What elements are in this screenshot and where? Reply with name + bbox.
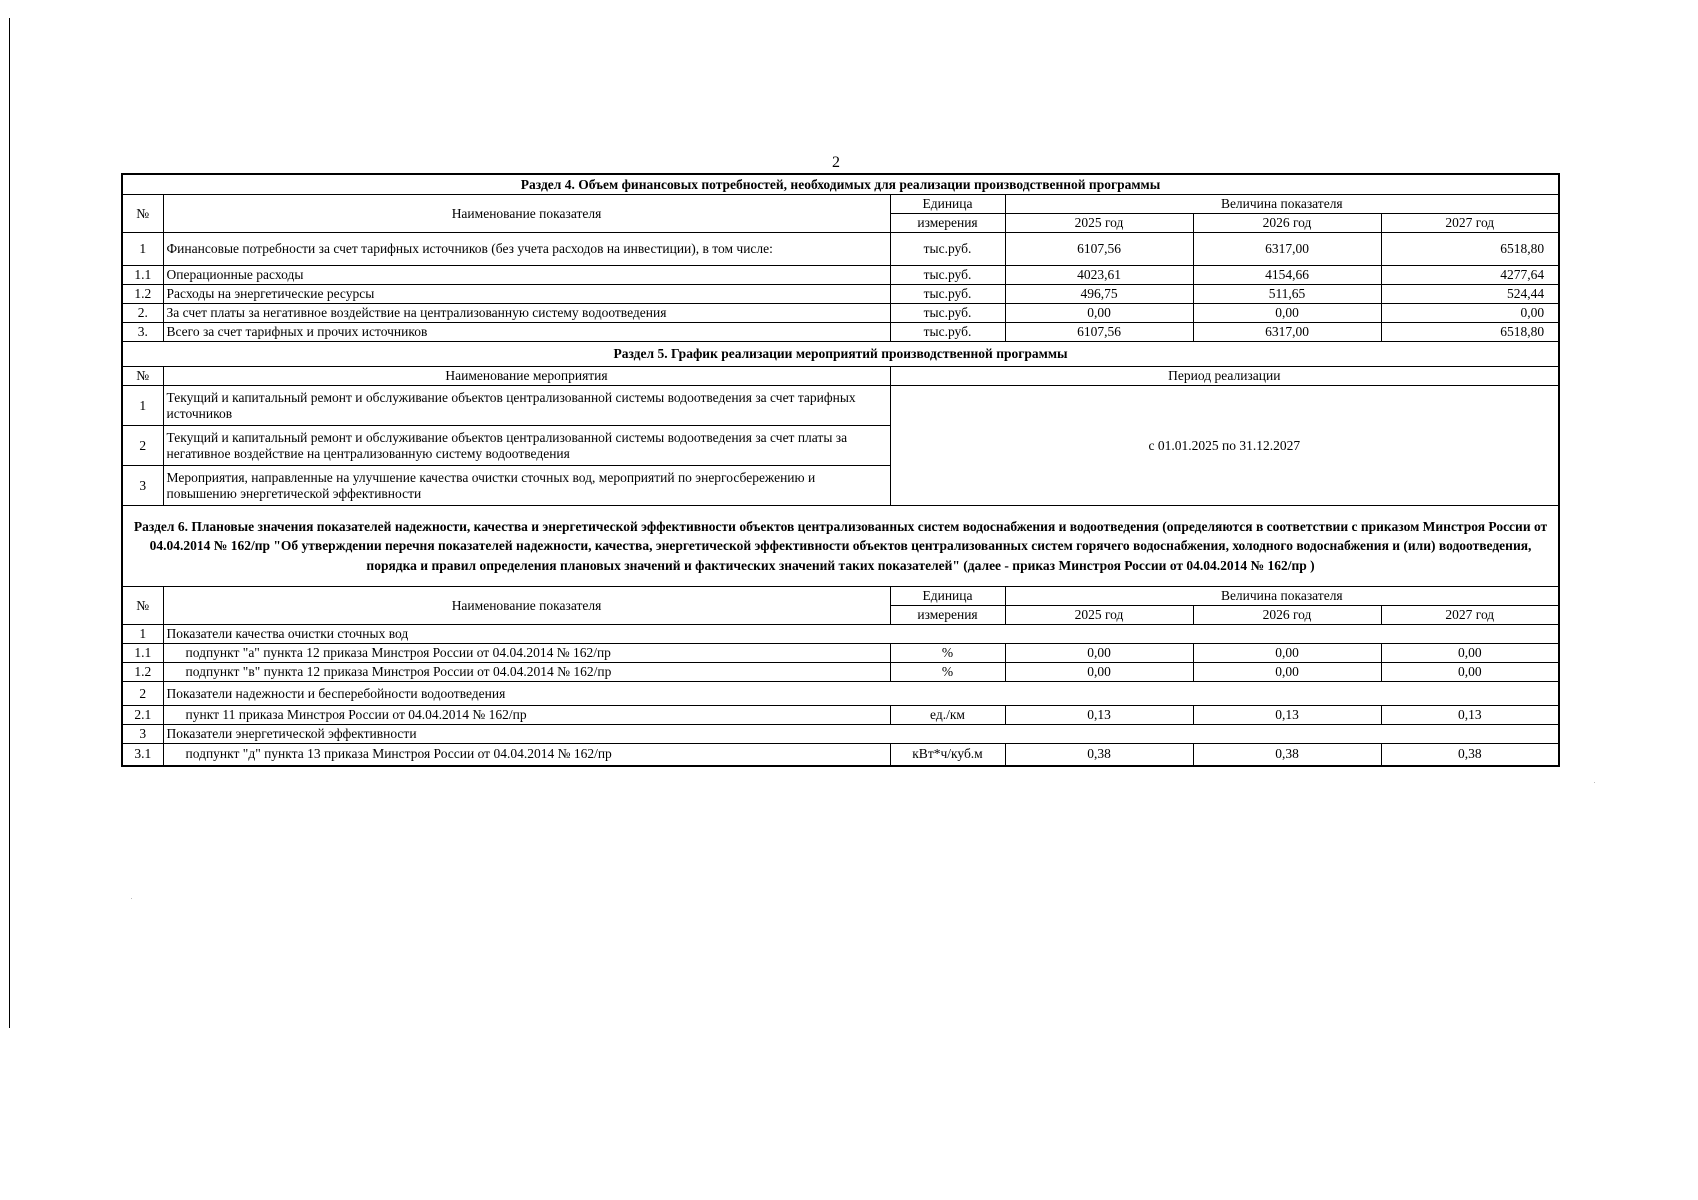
col-header-year-2025: 2025 год <box>1005 214 1193 233</box>
row-value-2026: 0,00 <box>1193 644 1381 663</box>
col-header-year-2025: 2025 год <box>1005 606 1193 625</box>
production-program-table <box>121 173 1560 767</box>
group-num: 3 <box>122 725 163 744</box>
row-name: За счет платы за негативное воздействие на централизованную систему водоотведения <box>163 304 890 323</box>
col-header-unit-line2: измерения <box>890 214 1005 233</box>
row-value-2026: 6317,00 <box>1193 323 1381 342</box>
row-value-2027: 0,00 <box>1381 304 1559 323</box>
row-unit: кВт*ч/куб.м <box>890 744 1005 766</box>
row-value-2027: 0,38 <box>1381 744 1559 766</box>
table-row <box>122 663 1559 682</box>
row-value-2026: 0,00 <box>1193 304 1381 323</box>
col-header-year-2027: 2027 год <box>1381 606 1559 625</box>
row-num: 1.2 <box>122 663 163 682</box>
group-row <box>122 625 1559 644</box>
row-name: Всего за счет тарифных и прочих источников <box>163 323 890 342</box>
table-row <box>122 323 1559 342</box>
col-header-unit-line2: измерения <box>890 606 1005 625</box>
section5-title-row <box>122 342 1559 367</box>
scan-speck <box>1594 782 1595 783</box>
row-num: 3. <box>122 323 163 342</box>
row-value-2027: 0,00 <box>1381 644 1559 663</box>
col-header-period: Период реализации <box>890 367 1559 386</box>
group-row <box>122 682 1559 706</box>
row-value-2025: 0,13 <box>1005 706 1193 725</box>
table-row <box>122 304 1559 323</box>
row-value-2026: 0,00 <box>1193 663 1381 682</box>
period-value: с 01.01.2025 по 31.12.2027 <box>890 386 1559 506</box>
section6-title: Раздел 6. Плановые значения показателей надежности, качества и энергетической эффективности объектов централизованных систем водоснабжения и водоотведения (определяются в соответствии с приказом Минстроя России от 04.04.2014 № 162/пр "Об утверждении перечня показателей надежности, качества, энергетической эффективности объектов централизованных систем горячего водоснабжения, холодного водоснабжения и (или) водоотведения, порядка и правил определения плановых значений и фактических значений таких показателей" (далее - приказ Минстроя России от 04.04.2014 № 162/пр ) <box>122 506 1559 587</box>
row-name: Операционные расходы <box>163 266 890 285</box>
section6-title-row <box>122 506 1559 587</box>
section4-title: Раздел 4. Объем финансовых потребностей, необходимых для реализации производственной программы <box>122 174 1559 195</box>
row-unit: % <box>890 663 1005 682</box>
section4-header-row <box>122 195 1559 214</box>
col-header-unit-line1: Единица <box>890 195 1005 214</box>
row-unit: тыс.руб. <box>890 323 1005 342</box>
group-name: Показатели надежности и бесперебойности водоотведения <box>163 682 1559 706</box>
row-value-2025: 0,00 <box>1005 663 1193 682</box>
row-activity: Мероприятия, направленные на улучшение качества очистки сточных вод, мероприятий по энергосбережению и повышению энергетической эффективности <box>163 466 890 506</box>
row-value-2026: 511,65 <box>1193 285 1381 304</box>
row-value-2025: 0,00 <box>1005 644 1193 663</box>
row-num: 1.2 <box>122 285 163 304</box>
row-num: 2 <box>122 426 163 466</box>
table-row <box>122 266 1559 285</box>
row-value-2025: 496,75 <box>1005 285 1193 304</box>
row-name: Расходы на энергетические ресурсы <box>163 285 890 304</box>
row-num: 3.1 <box>122 744 163 766</box>
row-name: подпункт "а" пункта 12 приказа Минстроя России от 04.04.2014 № 162/пр <box>163 644 890 663</box>
row-value-2025: 6107,56 <box>1005 233 1193 266</box>
row-value-2025: 4023,61 <box>1005 266 1193 285</box>
section5-header-row <box>122 367 1559 386</box>
row-name: подпункт "в" пункта 12 приказа Минстроя России от 04.04.2014 № 162/пр <box>163 663 890 682</box>
row-value-2027: 6518,80 <box>1381 323 1559 342</box>
section4-title-row <box>122 174 1559 195</box>
group-name: Показатели качества очистки сточных вод <box>163 625 1559 644</box>
group-row <box>122 725 1559 744</box>
row-unit: ед./км <box>890 706 1005 725</box>
row-value-2026: 0,13 <box>1193 706 1381 725</box>
row-unit: тыс.руб. <box>890 285 1005 304</box>
row-value-2025: 0,00 <box>1005 304 1193 323</box>
col-header-name: Наименование показателя <box>163 587 890 625</box>
row-value-2027: 0,00 <box>1381 663 1559 682</box>
row-value-2027: 4277,64 <box>1381 266 1559 285</box>
page-number: 2 <box>832 154 840 171</box>
group-num: 2 <box>122 682 163 706</box>
table-row <box>122 233 1559 266</box>
table-row <box>122 744 1559 766</box>
row-num: 2.1 <box>122 706 163 725</box>
row-value-2027: 6518,80 <box>1381 233 1559 266</box>
col-header-num: № <box>122 587 163 625</box>
col-header-year-2026: 2026 год <box>1193 606 1381 625</box>
row-unit: тыс.руб. <box>890 233 1005 266</box>
scan-margin-line <box>9 18 10 1028</box>
col-header-year-2027: 2027 год <box>1381 214 1559 233</box>
table-row <box>122 644 1559 663</box>
col-header-unit-line1: Единица <box>890 587 1005 606</box>
row-num: 1 <box>122 233 163 266</box>
row-value-2027: 0,13 <box>1381 706 1559 725</box>
table-row <box>122 285 1559 304</box>
col-header-value: Величина показателя <box>1005 587 1559 606</box>
scan-speck <box>131 898 132 899</box>
col-header-year-2026: 2026 год <box>1193 214 1381 233</box>
group-name: Показатели энергетической эффективности <box>163 725 1559 744</box>
row-unit: тыс.руб. <box>890 266 1005 285</box>
row-name: Финансовые потребности за счет тарифных источников (без учета расходов на инвестиции), в том числе: <box>163 233 890 266</box>
col-header-name: Наименование показателя <box>163 195 890 233</box>
table-row <box>122 706 1559 725</box>
section6-header-row <box>122 587 1559 606</box>
col-header-num: № <box>122 195 163 233</box>
row-num: 1 <box>122 386 163 426</box>
row-num: 2. <box>122 304 163 323</box>
row-num: 1.1 <box>122 644 163 663</box>
row-value-2026: 4154,66 <box>1193 266 1381 285</box>
group-num: 1 <box>122 625 163 644</box>
col-header-num: № <box>122 367 163 386</box>
row-name: подпункт "д" пункта 13 приказа Минстроя России от 04.04.2014 № 162/пр <box>163 744 890 766</box>
row-activity: Текущий и капитальный ремонт и обслуживание объектов централизованной системы водоотведения за счет платы за негативное воздействие на централизованную систему водоотведения <box>163 426 890 466</box>
row-activity: Текущий и капитальный ремонт и обслуживание объектов централизованной системы водоотведения за счет тарифных источников <box>163 386 890 426</box>
row-num: 1.1 <box>122 266 163 285</box>
row-value-2025: 0,38 <box>1005 744 1193 766</box>
row-unit: % <box>890 644 1005 663</box>
row-unit: тыс.руб. <box>890 304 1005 323</box>
row-value-2025: 6107,56 <box>1005 323 1193 342</box>
row-name: пункт 11 приказа Минстроя России от 04.04.2014 № 162/пр <box>163 706 890 725</box>
section5-title: Раздел 5. График реализации мероприятий производственной программы <box>122 342 1559 367</box>
col-header-value: Величина показателя <box>1005 195 1559 214</box>
row-value-2027: 524,44 <box>1381 285 1559 304</box>
col-header-activity: Наименование мероприятия <box>163 367 890 386</box>
row-num: 3 <box>122 466 163 506</box>
table-row <box>122 386 1559 426</box>
row-value-2026: 6317,00 <box>1193 233 1381 266</box>
row-value-2026: 0,38 <box>1193 744 1381 766</box>
